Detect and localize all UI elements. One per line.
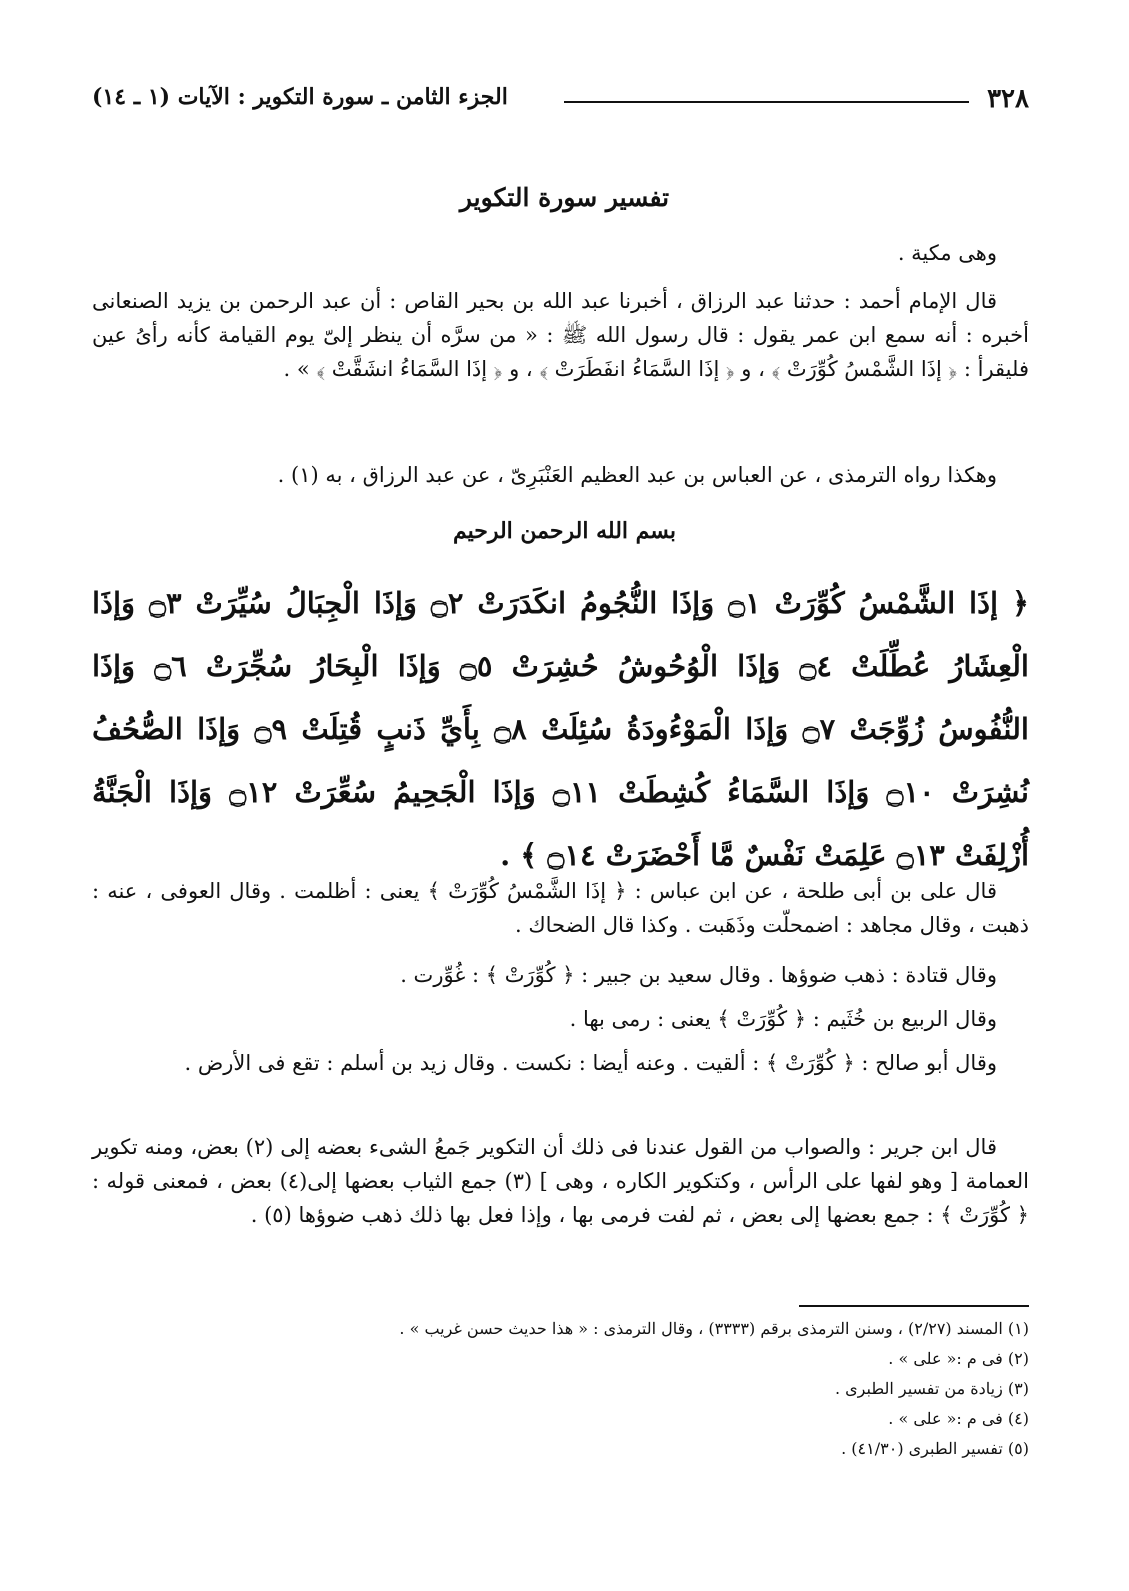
paragraph-qatada: وقال قتادة : ذهب ضوؤها . وقال سعيد بن جبير : ﴿ كُوِّرَتْ ﴾ : غُوِّرت .	[400, 963, 997, 987]
bismillah: بسم الله الرحمن الرحيم	[452, 518, 677, 544]
paragraph-ibn-jarir: قال ابن جرير : والصواب من القول عندنا فى ذلك أن التكوير جَمعُ الشىء بعضه إلى (٢) بعض، ومنه تكوير العمامة [ وهو لفها على الرأس ، وكتكوير الكاره ، وهى ] (٣) جمع الثياب بعضها إلى(٤) بعض ، فمعنى قوله : ﴿ كُوِّرَتْ ﴾ : جمع بعضها إلى بعض ، ثم لفت فرمى بها ، وإذا فعل بها ذلك ذهب ضوؤها (٥) .	[92, 1135, 1030, 1227]
footnote-rule	[799, 1305, 1029, 1307]
quran-verses: ﴿ إذَا الشَّمْسُ كُوِّرَتْ ۝١ وَإذَا النُّجُومُ انكَدَرَتْ ۝٢ وَإذَا الْجِبَالُ سُيِّرَتْ ۝٣ وَإذَا الْعِشَارُ عُطِّلَتْ ۝٤ وَإذَا الْوُحُوشُ حُشِرَتْ ۝٥ وَإذَا الْبِحَارُ سُجِّرَتْ ۝٦ وَإذَا النُّفُوسُ زُوِّجَتْ ۝٧ وَإذَا الْمَوْءُودَةُ سُئِلَتْ ۝٨ بِأَيِّ ذَنبٍ قُتِلَتْ ۝٩ وَإذَا الصُّحُفُ نُشِرَتْ ۝١٠ وَإذَا السَّمَاءُ كُشِطَتْ ۝١١ وَإذَا الْجَحِيمُ سُعِّرَتْ ۝١٢ وَإذَا الْجَنَّةُ أُزْلِفَتْ ۝١٣ عَلِمَتْ نَفْسٌ مَّا أَحْضَرَتْ ۝١٤ ﴾ .	[92, 586, 1029, 872]
paragraph-tirmidhi: وهكذا رواه الترمذى ، عن العباس بن عبد العظيم العَنْبَرِىّ ، عن عبد الرزاق ، به (١) .	[277, 463, 997, 487]
paragraph-rabi: وقال الربيع بن خُثَيم : ﴿ كُوِّرَتْ ﴾ يعنى : رمى بها .	[569, 1007, 997, 1031]
footnotes	[92, 1314, 1029, 1464]
paragraph-ahmad: قال الإمام أحمد : حدثنا عبد الرزاق ، أخبرنا عبد الله بن بحير القاص : أن عبد الرحمن بن يزيد الصنعانى أخبره : أنه سمع ابن عمر يقول : قال رسول الله ﷺ : « من سرَّه أن ينظر إلىّ يوم القيامة كأنه رأىُ عين فليقرأ : ﴿ إذَا الشَّمْسُ كُوِّرَتْ ﴾ ، و ﴿ إذَا السَّمَاءُ انفَطَرَتْ ﴾ ، و ﴿ إذَا السَّمَاءُ انشَقَّتْ ﴾ » .	[92, 289, 1029, 381]
page-number: ٣٢٨	[987, 84, 1029, 114]
footnote-1: (١) المسند (٢/٢٧) ، وسنن الترمذى برقم (٣٣٣٣) ، وقال الترمذى : « هذا حديث حسن غريب » .	[399, 1319, 1029, 1338]
running-title: الجزء الثامن ـ سورة التكوير : الآيات (١ ـ ١٤)	[92, 84, 508, 110]
paragraph-makkiya: وهى مكية .	[897, 241, 997, 265]
paragraph-abu-salih: وقال أبو صالح : ﴿ كُوِّرَتْ ﴾ : ألقيت . وعنه أيضا : نكست . وقال زيد بن أسلم : تقع فى الأرض .	[184, 1051, 997, 1075]
header-rule	[564, 101, 969, 103]
footnote-3: (٣) زيادة من تفسير الطبرى .	[834, 1379, 1029, 1398]
footnote-4: (٤) فى م :« على » .	[888, 1409, 1029, 1428]
running-header	[92, 82, 1029, 122]
surah-title: تفسير سورة التكوير	[459, 183, 670, 212]
footnote-5: (٥) تفسير الطبرى (٤١/٣٠) .	[841, 1439, 1029, 1458]
paragraph-ibn-abbas: قال على بن أبى طلحة ، عن ابن عباس : ﴿ إذَا الشَّمْسُ كُوِّرَتْ ﴾ يعنى : أظلمت . وقال العوفى ، عنه : ذهبت ، وقال مجاهد : اضمحلّت وذَهَبت . وكذا قال الضحاك .	[92, 879, 1029, 937]
footnote-2: (٢) فى م :« على » .	[888, 1349, 1029, 1368]
